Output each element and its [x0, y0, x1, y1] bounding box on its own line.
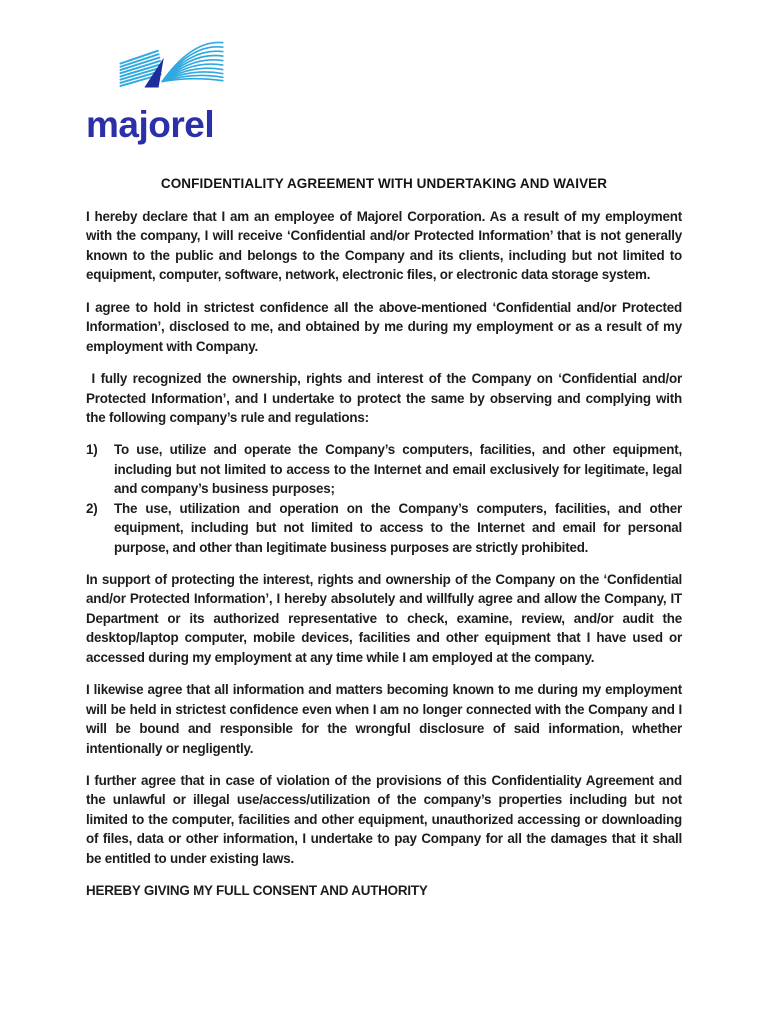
- paragraph-declaration: I hereby declare that I am an employee of Majorel Corporation. As a result of my employment with the company, I will receive ‘Confidential and/or Protected Information’ that is not generally known to the public and belongs to the Company and its clients, including but not limited to equipment, computer, software, network, electronic files, or electronic data storage system.: [86, 209, 686, 283]
- majorel-logo: [86, 38, 236, 143]
- rules-list: [86, 440, 682, 557]
- rule-text: To use, utilize and operate the Company’s computers, facilities, and other equipment, including but not limited to access to the Internet and email exclusively for legitimate, legal and company’s business purposes;: [114, 442, 682, 497]
- document-title: CONFIDENTIALITY AGREEMENT WITH UNDERTAKING AND WAIVER: [160, 176, 608, 191]
- paragraph-audit-consent: In support of protecting the interest, rights and ownership of the Company on the ‘Confidential and/or Protected Information’, I hereby absolutely and willfully agree and allow the Company, IT Department or its authorized representative to check, examine, review, and/or audit the desktop/laptop computer, mobile devices, facilities and other equipment that I have used or accessed during my employment at any time while I am employed at the company.: [86, 572, 686, 665]
- paragraph-post-employment: I likewise agree that all information and matters becoming known to me during my employment will be held in strictest confidence even when I am no longer connected with the Company and I will be bound and responsible for the wrongful disclosure of said information, whether intentionally or negligently.: [86, 682, 686, 756]
- consent-line: HEREBY GIVING MY FULL CONSENT AND AUTHORITY: [86, 883, 428, 899]
- rule-item-1: [86, 440, 682, 498]
- majorel-swoosh-icon: [116, 38, 228, 110]
- rule-item-2: [86, 499, 682, 557]
- logo-wordmark: majorel: [86, 104, 215, 145]
- paragraph-confidence: I agree to hold in strictest confidence all the above-mentioned ‘Confidential and/or Protected Information’, disclosed to me, and obtained by me during my employment or as a result of my employment with Company.: [86, 299, 686, 354]
- rule-number: 2): [86, 500, 98, 516]
- paragraph-ownership: I fully recognized the ownership, rights and interest of the Company on ‘Confidential and/or Protected Information’, and I undertake to protect the same by observing and complying with the following company’s rule and regulations:: [86, 371, 686, 425]
- paragraph-violation-damages: I further agree that in case of violation of the provisions of this Confidentiality Agreement and the unlawful or illegal use/access/utilization of the company’s properties including but not limited to the computer, facilities and other equipment, unauthorized accessing or downloading of files, data or other information, I undertake to pay Company for all the damages that it shall be entitled to under existing laws.: [86, 772, 686, 866]
- rule-text: The use, utilization and operation on the Company’s computers, facilities, and other equipment, including but not limited to access to the Internet and email for personal purpose, and other than legitimate business purposes are strictly prohibited.: [114, 500, 682, 555]
- rule-number: 1): [86, 442, 98, 458]
